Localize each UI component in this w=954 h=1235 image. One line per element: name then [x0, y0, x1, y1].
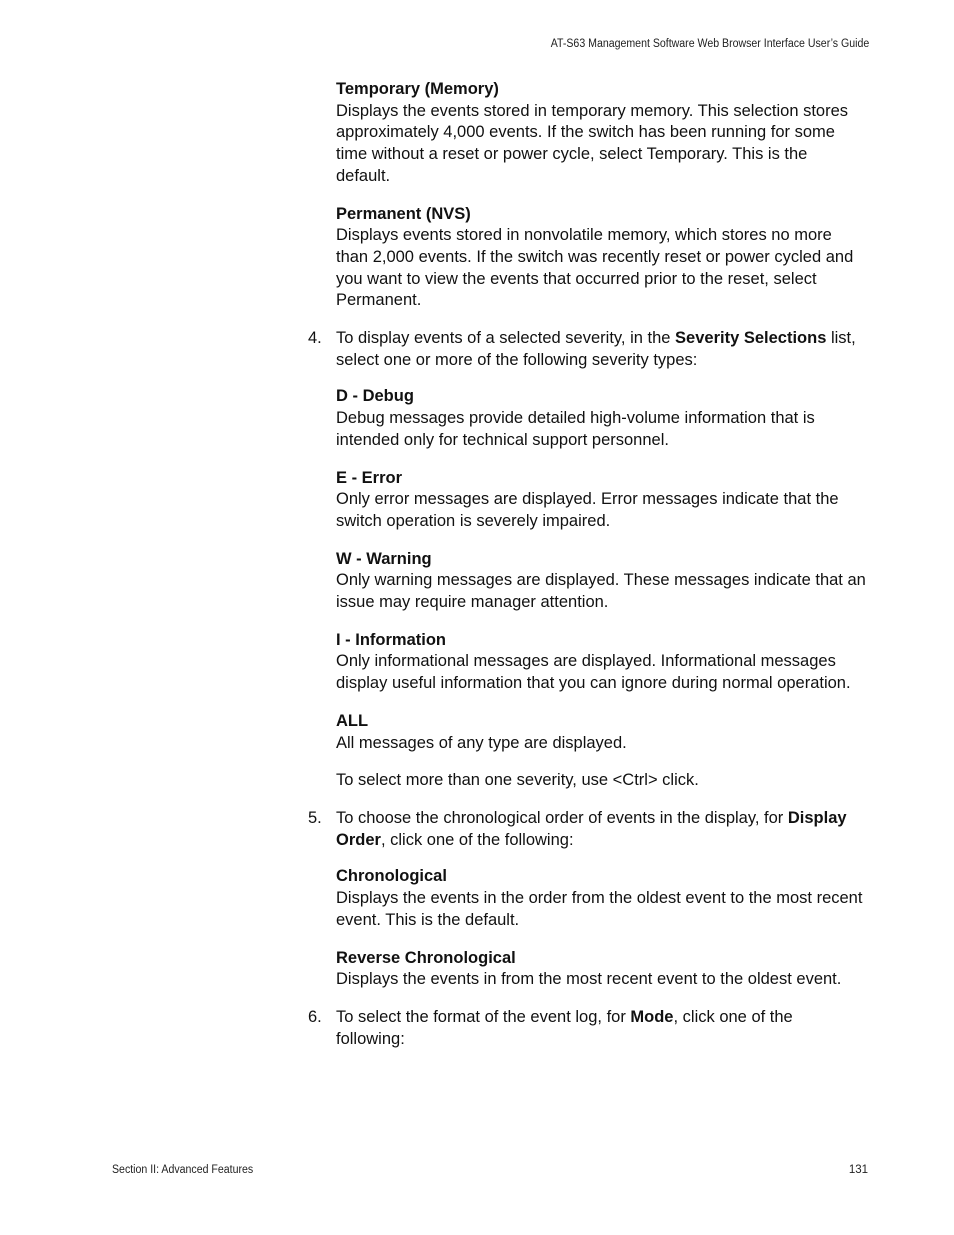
definition-text: Only warning messages are displayed. These messages indicate that an issue may require manager attention. [336, 571, 866, 612]
step-text: To display events of a selected severity, in the Severity Selections list, select one or more of the following severity types: [336, 329, 856, 369]
definition-item [336, 549, 866, 614]
ui-term-display-order: Display Order [336, 808, 847, 849]
page-body [308, 79, 866, 1065]
definition-text: Displays events stored in nonvolatile memory, which stores no more than 2,000 events. If the switch was recently reset or power cycled and you want to view the events that occurred prior to the reset, select Permanent. [336, 226, 854, 310]
definition-text: Debug messages provide detailed high-volume information that is intended only for technical support personnel. [336, 409, 815, 449]
step-text: To select the format of the event log, for Mode, click one of the following: [336, 1007, 793, 1048]
definition-term: W - Warning [336, 549, 432, 568]
page-number: 131 [848, 1164, 868, 1176]
step-number: 6. [308, 1007, 322, 1026]
definition-term: Permanent (NVS) [336, 204, 471, 223]
definition-term: Temporary (Memory) [336, 80, 499, 98]
definition-item [336, 948, 866, 991]
step-6 [308, 1007, 866, 1050]
step-number: 4. [308, 329, 322, 348]
definition-item [336, 79, 866, 188]
definition-text: Displays the events in from the most recent event to the oldest event. [336, 970, 842, 989]
definition-term: D - Debug [336, 387, 414, 406]
definition-item [336, 711, 866, 754]
definition-item [336, 204, 866, 313]
ctrl-click-note: To select more than one severity, use <Ctrl> click. [336, 771, 699, 790]
step-4 [308, 328, 866, 371]
definition-item [336, 468, 866, 533]
definition-item [336, 630, 866, 695]
running-header: AT-S63 Management Software Web Browser Interface User’s Guide [550, 38, 869, 50]
step-number: 5. [308, 808, 322, 827]
ui-term-severity-selections: Severity Selections [675, 329, 827, 348]
definition-term: Chronological [336, 867, 447, 886]
definition-item [336, 866, 866, 931]
definition-item [336, 386, 866, 451]
definition-text: Only informational messages are displayed. Informational messages display useful information that you can ignore during normal operation. [336, 652, 851, 693]
definition-text: All messages of any type are displayed. [336, 733, 627, 752]
footer-section: Section II: Advanced Features [112, 1164, 254, 1176]
definition-term: I - Information [336, 630, 446, 649]
step-5 [308, 808, 866, 851]
definition-text: Only error messages are displayed. Error messages indicate that the switch operation is severely impaired. [336, 490, 839, 530]
step-text: To choose the chronological order of events in the display, for Display Order, click one of the following: [336, 808, 847, 849]
definition-term: E - Error [336, 468, 403, 487]
definition-text: Displays the events stored in temporary memory. This selection stores approximately 4,000 events. If the switch has been running for some time without a reset or power cycle, select Temporary. This is the default. [336, 101, 849, 185]
definition-term: Reverse Chronological [336, 948, 516, 967]
ui-term-mode: Mode [630, 1007, 674, 1026]
definition-term: ALL [336, 711, 369, 730]
definition-text: Displays the events in the order from the oldest event to the most recent event. This is the default. [336, 889, 863, 929]
